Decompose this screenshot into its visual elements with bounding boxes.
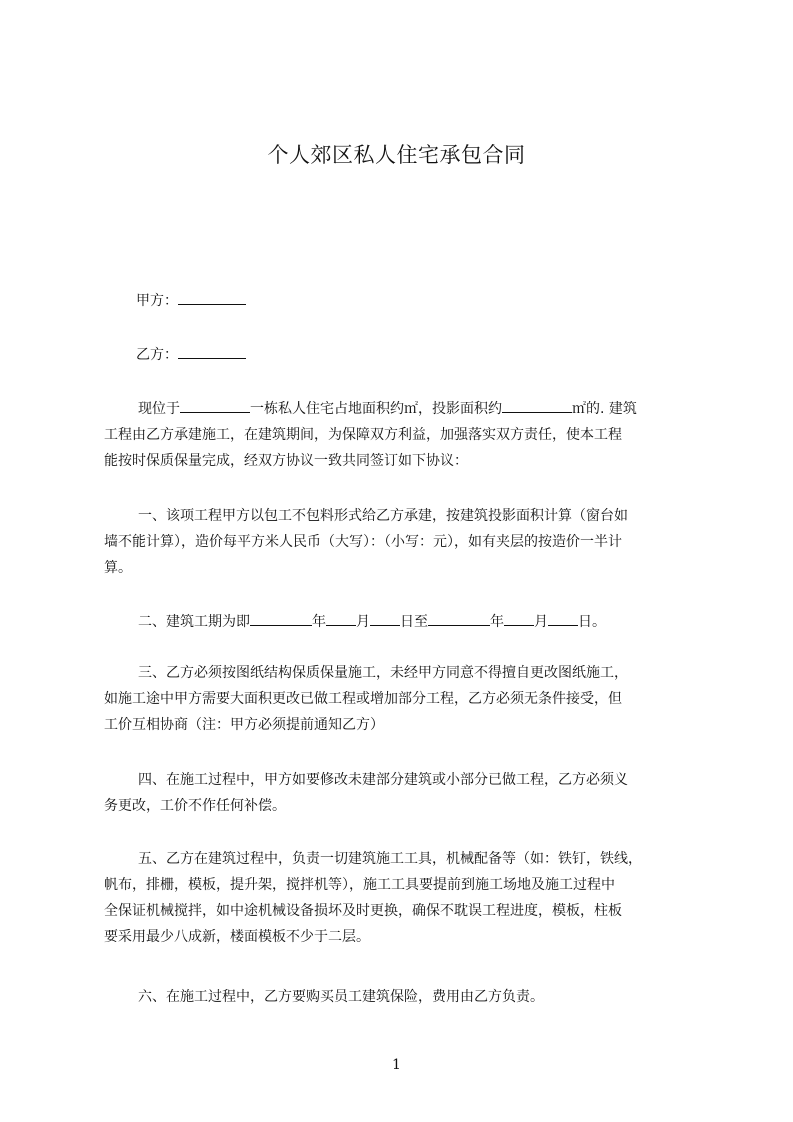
party-b-line — [136, 344, 246, 366]
paragraph-line — [104, 712, 700, 738]
paragraph-text: 能按时保质保量完成，经双方协议一致共同签订如下协议： — [104, 453, 468, 469]
party-b-label: 乙方： — [136, 347, 178, 363]
fill-in-blank — [504, 611, 534, 626]
party-a-label: 甲方： — [136, 293, 178, 309]
paragraph-text: 五、乙方在建筑过程中，负责一切建筑施工工具，机械配备等（如：铁钉，铁线， — [138, 851, 642, 867]
clause-paragraph — [104, 609, 700, 635]
paragraph-text: ㎡的. 建筑 — [572, 401, 637, 417]
fill-in-blank — [502, 398, 572, 413]
paragraph-line — [104, 793, 700, 819]
paragraph-text: 六、在施工过程中，乙方要购买员工建筑保险，费用由乙方负责。 — [138, 989, 544, 1005]
paragraph-text: 三、乙方必须按图纸结构保质保量施工，未经甲方同意不得擅自更改图纸施工， — [138, 665, 628, 681]
document-title: 个人郊区私人住宅承包合同 — [267, 143, 526, 167]
paragraph-text: 日。 — [578, 614, 606, 630]
paragraph-text: 四、在施工过程中，甲方如要修改未建部分建筑或小部分已做工程，乙方必须义 — [138, 772, 628, 788]
paragraph-line — [104, 422, 700, 448]
clause-paragraph — [104, 503, 700, 581]
paragraph-line — [104, 529, 700, 555]
paragraph-text: 要采用最少八成新，楼面模板不少于二层。 — [104, 929, 370, 945]
party-a-line — [136, 290, 246, 312]
party-b-blank — [178, 344, 246, 359]
paragraph-text: 月 — [534, 614, 548, 630]
fill-in-blank — [548, 611, 578, 626]
paragraph-text: 帆布，排栅，模板，提升架，搅拌机等），施工工具要提前到施工场地及施工过程中 — [104, 877, 615, 893]
paragraph-line — [104, 924, 700, 950]
fill-in-blank — [326, 611, 356, 626]
paragraph-text: 二、建筑工期为即 — [138, 614, 250, 630]
page-number: 1 — [392, 1057, 401, 1073]
party-a-blank — [178, 290, 246, 305]
paragraph-text: 现位于 — [138, 401, 180, 417]
paragraph-text: 算。 — [104, 560, 132, 576]
paragraph-text: 月 — [356, 614, 370, 630]
paragraph-text: 工程由乙方承建施工，在建筑期间，为保障双方利益，加强落实双方责任，使本工程 — [104, 427, 622, 443]
paragraph-text: 年 — [312, 614, 326, 630]
paragraph-text: 工价互相协商（注：甲方必须提前通知乙方） — [104, 717, 384, 733]
fill-in-blank — [428, 611, 490, 626]
paragraph-text: 一、该项工程甲方以包工不包料形式给乙方承建，按建筑投影面积计算（窗台如 — [138, 508, 628, 524]
paragraph-text: 如施工途中甲方需要大面积更改已做工程或增加部分工程，乙方必须无条件接受，但 — [104, 691, 622, 707]
paragraph-text: 墙不能计算），造价每平方米人民币（大写）：（小写：元），如有夹层的按造价一半计 — [104, 534, 622, 550]
fill-in-blank — [370, 611, 400, 626]
clause-paragraph — [104, 660, 700, 738]
paragraph-line — [104, 396, 700, 422]
paragraph-line — [104, 767, 700, 793]
paragraph-line — [104, 898, 700, 924]
paragraph-line — [104, 846, 700, 872]
fill-in-blank — [180, 398, 250, 413]
paragraph-line — [104, 555, 700, 581]
paragraph-text: 一栋私人住宅占地面积约㎡，投影面积约 — [250, 401, 502, 417]
paragraph-line — [104, 872, 700, 898]
paragraph-line — [104, 503, 700, 529]
paragraph-line — [104, 660, 700, 686]
paragraph-line — [104, 609, 700, 635]
clause-paragraph — [104, 767, 700, 819]
paragraph-text: 务更改，工价不作任何补偿。 — [104, 798, 286, 814]
clause-paragraph — [104, 396, 700, 474]
clause-paragraph — [104, 846, 700, 950]
paragraph-line — [104, 686, 700, 712]
paragraph-text: 日至 — [400, 614, 428, 630]
paragraph-line — [104, 448, 700, 474]
paragraph-line — [104, 984, 700, 1010]
fill-in-blank — [250, 611, 312, 626]
clause-paragraph — [104, 984, 700, 1010]
paragraph-text: 全保证机械搅拌，如中途机械设备损坏及时更换，确保不耽误工程进度，模板，柱板 — [104, 903, 622, 919]
paragraph-text: 年 — [490, 614, 504, 630]
